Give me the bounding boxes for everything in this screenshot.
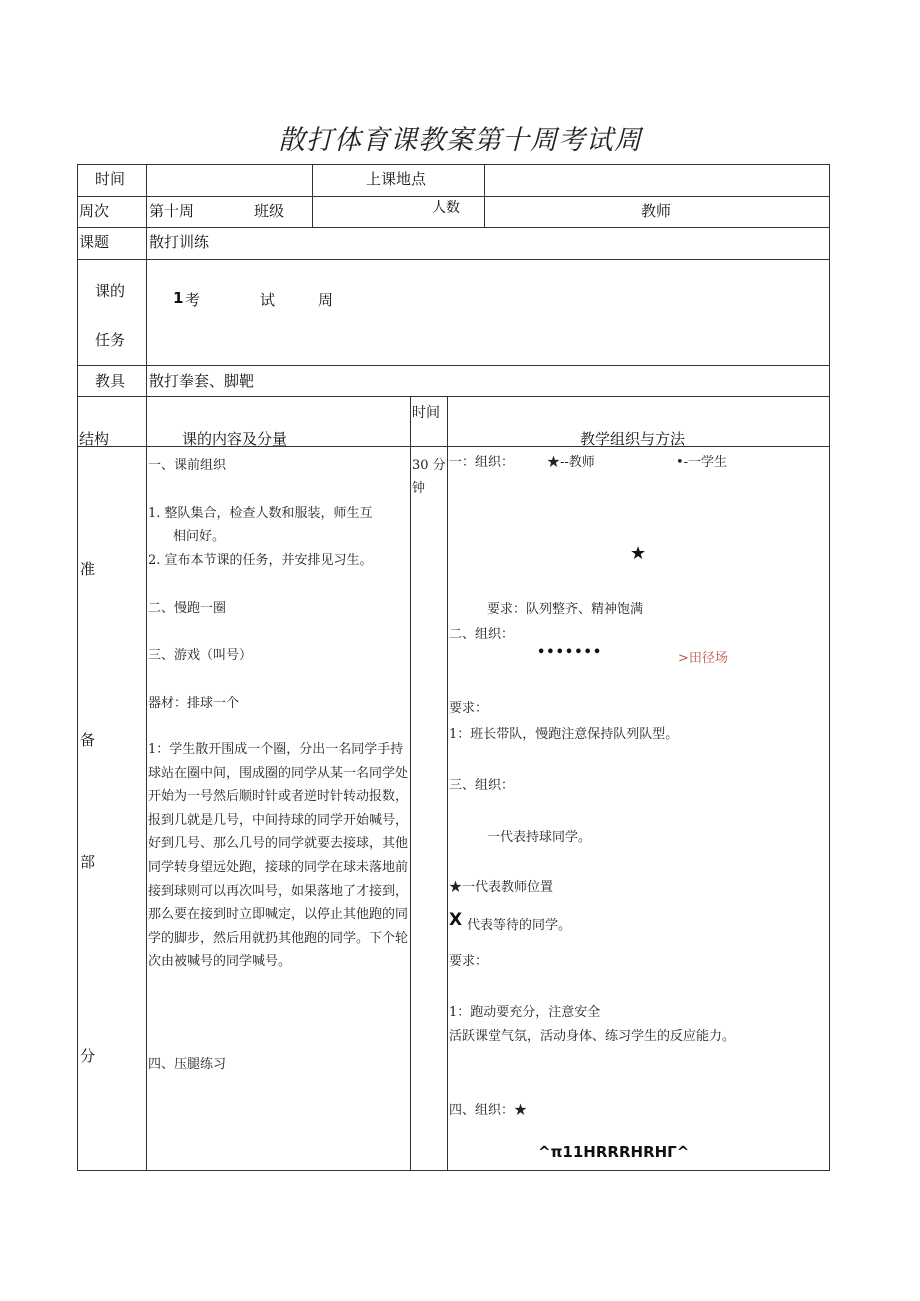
method-req-2-label: 要求：	[449, 701, 489, 716]
task-label-line2: 任务	[95, 331, 126, 349]
formation-diagram: ^π11HRRRHRHΓ^	[538, 1143, 690, 1161]
content-item-1b: 相问好。	[173, 529, 226, 544]
topic-value: 散打训练	[149, 233, 210, 251]
duration-line1: 30 分	[412, 458, 446, 473]
section-char-3: 部	[80, 853, 96, 871]
col-structure-header: 结构	[79, 430, 110, 448]
legend-teacher: ★--教师	[547, 455, 595, 470]
section-char-2: 备	[80, 731, 96, 749]
method-org-2: 二、组织：	[449, 627, 515, 642]
task-label-line1: 课的	[95, 282, 126, 300]
ball-holder-note: 一代表持球同学。	[487, 830, 592, 845]
content-heading-3: 三、游戏（叫号）	[148, 648, 253, 663]
method-org-3: 三、组织：	[449, 778, 515, 793]
waiting-x-icon: X	[449, 910, 463, 930]
task-char-1: 考	[185, 291, 201, 309]
page-title: 散打体育课教案第十周考试周	[278, 125, 642, 156]
method-req-3-goal: 活跃课堂气氛，活动身体、练习学生的反应能力。	[449, 1029, 736, 1044]
method-org-4: 四、组织：★	[449, 1103, 528, 1118]
content-heading-1: 一、课前组织	[148, 458, 227, 473]
content-item-1a: 1. 整队集合，检查人数和服装，师生互	[148, 506, 373, 521]
method-req-3-label: 要求：	[449, 954, 489, 969]
equipment-value: 散打拳套、脚靶	[149, 372, 255, 390]
field-label: >田径场	[678, 651, 728, 666]
people-label: 人数	[432, 200, 460, 216]
teacher-star-icon: ★	[630, 543, 647, 564]
method-org-1: 一：组织：	[449, 455, 515, 470]
waiting-note: 代表等待的同学。	[467, 918, 572, 933]
content-item-2: 2. 宣布本节课的任务，并安排见习生。	[148, 553, 373, 568]
equipment-label: 教具	[95, 372, 126, 390]
task-char-2: 试	[260, 291, 276, 309]
class-label: 班级	[254, 202, 285, 220]
teacher-position-note: ★一代表教师位置	[449, 880, 554, 895]
week-value: 第十周	[149, 202, 195, 220]
content-equipment: 器材：排球一个	[148, 696, 240, 711]
duration-line2: 钟	[412, 481, 426, 496]
section-char-1: 准	[80, 560, 96, 578]
location-label: 上课地点	[366, 170, 427, 188]
section-char-4: 分	[80, 1047, 96, 1065]
week-label: 周次	[79, 202, 110, 220]
col-method-header: 教学组织与方法	[580, 430, 686, 448]
method-req-3-item: 1：跑动要充分，注意安全	[449, 1005, 601, 1020]
task-number: 1	[173, 289, 184, 307]
method-req-1: 要求：队列整齐、精神饱满	[487, 602, 644, 617]
col-time-header: 时间	[412, 405, 440, 421]
topic-label: 课题	[79, 233, 110, 251]
task-char-3: 周	[318, 291, 334, 309]
method-req-2-item: 1：班长带队，慢跑注意保持队列队型。	[449, 727, 679, 742]
student-dots: •••••••	[537, 645, 603, 660]
content-heading-2: 二、慢跑一圈	[148, 601, 227, 616]
content-heading-4: 四、压腿练习	[148, 1057, 227, 1072]
col-content-header: 课的内容及分量	[182, 430, 288, 448]
legend-student: •-一学生	[676, 455, 728, 470]
teacher-label: 教师	[641, 202, 672, 220]
time-label: 时间	[95, 170, 126, 188]
game-rules-paragraph: 1：学生散开围成一个圈，分出一名同学手持球站在圈中间，围成圈的同学从某一名同学处开始为一号然后顺时针或者逆时针转动报数，报到几就是几号，中间持球的同学开始喊号，好到几号、那么几号的同学就要去接球，其他同学转身望远处跑，接球的同学在球未落地前接到球则可以再次叫号，如果落地了才接到，那么要在接到时立即喊定，以停止其他跑的同学的脚步，然后用就扔其他跑的同学。下个轮次由被喊号的同学喊号。	[148, 742, 409, 970]
